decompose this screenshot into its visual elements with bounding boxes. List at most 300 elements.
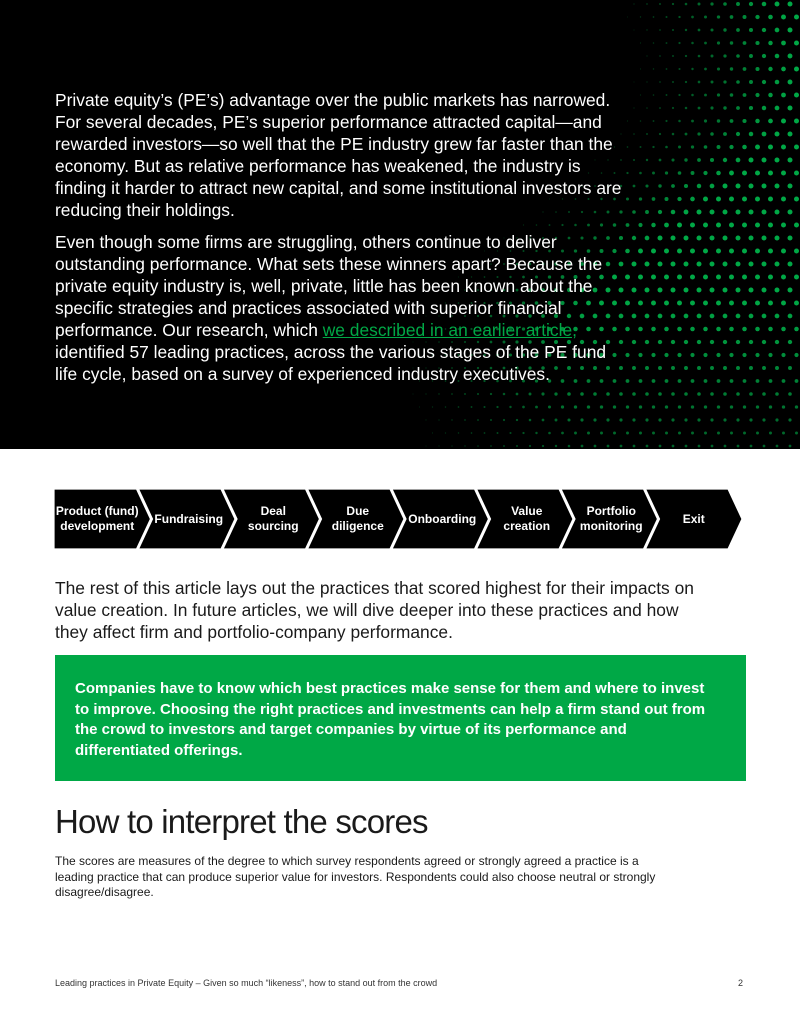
pattern-dot xyxy=(749,418,752,421)
pattern-dot xyxy=(665,171,668,174)
pattern-dot xyxy=(717,93,720,96)
pattern-dot xyxy=(755,145,760,150)
pattern-dot xyxy=(729,301,734,306)
pattern-dot xyxy=(716,197,721,202)
pattern-dot xyxy=(678,16,680,18)
pattern-dot xyxy=(685,133,688,136)
pattern-dot xyxy=(664,223,669,228)
pattern-dot xyxy=(626,223,630,227)
pattern-dot xyxy=(678,94,680,96)
pattern-dot xyxy=(690,197,695,202)
lifecycle-stage-label xyxy=(491,489,564,549)
pattern-dot xyxy=(755,197,760,202)
pattern-dot xyxy=(795,379,799,383)
pattern-dot xyxy=(711,81,714,84)
pattern-dot xyxy=(665,197,669,201)
pattern-dot xyxy=(659,445,662,448)
pattern-dot xyxy=(723,28,726,31)
pattern-dot xyxy=(684,288,689,293)
pattern-dot xyxy=(471,432,473,434)
pattern-dot xyxy=(762,106,766,110)
pattern-dot xyxy=(710,340,714,344)
pattern-dot xyxy=(627,146,629,148)
pattern-dot xyxy=(736,262,741,267)
pattern-dot xyxy=(645,366,649,370)
pattern-dot xyxy=(633,185,636,188)
pattern-dot xyxy=(742,197,747,202)
pattern-dot xyxy=(574,405,577,408)
pattern-dot xyxy=(658,184,661,187)
pattern-dot xyxy=(548,432,551,435)
pattern-dot xyxy=(645,288,650,293)
pattern-dot xyxy=(632,288,637,293)
pattern-dot xyxy=(685,107,688,110)
pattern-dot xyxy=(658,262,663,267)
pattern-dot xyxy=(749,340,753,344)
pattern-dot xyxy=(659,3,661,5)
pattern-dot xyxy=(710,392,714,396)
pattern-dot xyxy=(529,445,531,447)
pattern-dot xyxy=(477,445,479,447)
pattern-dot xyxy=(613,432,616,435)
pattern-dot xyxy=(509,406,511,408)
pattern-dot xyxy=(646,107,648,109)
pattern-dot xyxy=(775,236,780,241)
pattern-dot xyxy=(704,68,707,71)
pattern-dot xyxy=(659,81,661,83)
pattern-dot xyxy=(677,353,681,357)
pattern-dot xyxy=(633,29,634,30)
pattern-dot xyxy=(788,262,793,267)
pattern-dot xyxy=(646,159,648,161)
pattern-dot xyxy=(639,172,642,175)
pattern-dot xyxy=(548,405,551,408)
pattern-dot xyxy=(723,80,726,83)
pattern-dot xyxy=(775,106,780,111)
pattern-dot xyxy=(445,406,447,408)
pattern-dot xyxy=(587,432,590,435)
pattern-dot xyxy=(646,133,648,135)
pattern-dot xyxy=(723,366,727,370)
pattern-dot xyxy=(762,158,767,163)
pattern-dot xyxy=(568,445,571,448)
pattern-dot xyxy=(672,3,674,5)
pattern-dot xyxy=(671,418,674,421)
pattern-dot xyxy=(632,418,635,421)
pattern-dot xyxy=(775,132,780,137)
pattern-dot xyxy=(755,275,760,280)
pattern-dot xyxy=(736,418,739,421)
pattern-dot xyxy=(710,418,713,421)
pattern-dot xyxy=(782,432,785,435)
pattern-dot xyxy=(704,145,708,149)
pattern-dot xyxy=(749,28,753,32)
pattern-dot xyxy=(794,145,799,150)
pattern-dot xyxy=(736,80,740,84)
pattern-dot xyxy=(756,379,760,383)
intro-text xyxy=(55,90,625,397)
pattern-dot xyxy=(561,432,564,435)
pattern-dot xyxy=(640,68,641,69)
pattern-dot xyxy=(677,197,681,201)
pattern-dot xyxy=(671,158,674,161)
pattern-dot xyxy=(730,119,734,123)
pattern-dot xyxy=(730,15,734,19)
pattern-dot xyxy=(664,327,669,332)
pattern-dot xyxy=(691,379,695,383)
pattern-dot xyxy=(671,184,675,188)
pattern-dot xyxy=(762,80,766,84)
pattern-dot xyxy=(653,16,655,18)
pattern-dot xyxy=(730,432,733,435)
pattern-dot xyxy=(665,120,667,122)
pattern-dot xyxy=(646,81,647,82)
pattern-dot xyxy=(781,41,786,46)
pattern-dot xyxy=(684,262,689,267)
pattern-dot xyxy=(723,184,728,189)
pattern-dot xyxy=(742,119,746,123)
pattern-dot xyxy=(672,55,674,57)
pattern-dot xyxy=(503,419,505,421)
pattern-dot xyxy=(600,432,603,435)
pattern-dot xyxy=(684,340,688,344)
pattern-dot xyxy=(762,54,766,58)
pattern-dot xyxy=(678,405,681,408)
pattern-dot xyxy=(743,15,747,19)
pattern-dot xyxy=(684,210,689,215)
pattern-dot xyxy=(671,392,675,396)
pattern-dot xyxy=(794,15,799,20)
pattern-dot xyxy=(581,445,584,448)
pattern-dot xyxy=(659,107,661,109)
pattern-dot xyxy=(677,223,682,228)
pattern-dot xyxy=(743,41,747,45)
pattern-dot xyxy=(749,184,754,189)
pattern-dot xyxy=(652,405,655,408)
pattern-dot xyxy=(703,327,708,332)
pattern-dot xyxy=(698,3,701,6)
pattern-dot xyxy=(438,445,439,446)
pattern-dot xyxy=(788,418,791,421)
pattern-dot xyxy=(717,405,720,408)
pattern-dot xyxy=(781,249,786,254)
pattern-dot xyxy=(690,327,695,332)
pattern-dot xyxy=(658,314,663,319)
pattern-dot xyxy=(432,432,433,433)
pattern-dot xyxy=(762,2,767,7)
pattern-dot xyxy=(640,42,641,43)
pattern-dot xyxy=(755,171,760,176)
pattern-dot xyxy=(419,406,420,407)
pattern-dot xyxy=(619,418,622,421)
pattern-dot xyxy=(710,366,714,370)
pattern-dot xyxy=(789,445,792,448)
pattern-dot xyxy=(509,432,511,434)
pattern-dot xyxy=(794,353,798,357)
pattern-dot xyxy=(451,419,452,420)
pattern-dot xyxy=(775,184,780,189)
pattern-dot xyxy=(749,392,753,396)
pattern-dot xyxy=(723,418,726,421)
pattern-dot xyxy=(645,314,650,319)
pattern-dot xyxy=(627,16,628,17)
pattern-dot xyxy=(762,314,767,319)
lifecycle-stage-label xyxy=(406,489,479,549)
pattern-dot xyxy=(775,392,779,396)
pattern-dot xyxy=(640,120,642,122)
pattern-dot xyxy=(794,171,799,176)
lifecycle-stage-label xyxy=(322,489,395,549)
pattern-dot xyxy=(438,419,439,420)
pattern-dot xyxy=(743,432,746,435)
lifecycle-stage-label xyxy=(575,489,648,549)
pattern-dot xyxy=(613,405,616,408)
pattern-dot xyxy=(736,106,740,110)
pattern-dot xyxy=(743,67,747,71)
pattern-dot xyxy=(477,419,479,421)
pattern-dot xyxy=(691,145,694,148)
pattern-dot xyxy=(716,301,721,306)
pattern-dot xyxy=(697,132,700,135)
pattern-dot xyxy=(464,419,466,421)
pattern-dot xyxy=(717,432,720,435)
pattern-dot xyxy=(736,54,740,58)
pattern-dot xyxy=(691,171,695,175)
pattern-dot xyxy=(717,41,720,44)
pattern-dot xyxy=(742,249,747,254)
pattern-dot xyxy=(775,366,779,370)
pattern-dot xyxy=(768,223,773,228)
pattern-dot xyxy=(768,119,773,124)
pattern-dot xyxy=(776,445,779,448)
pattern-dot xyxy=(665,405,668,408)
pattern-dot xyxy=(788,366,792,370)
pattern-dot xyxy=(535,406,538,409)
pattern-dot xyxy=(755,353,759,357)
pattern-dot xyxy=(781,275,786,280)
pattern-dot xyxy=(762,340,766,344)
pattern-dot xyxy=(653,42,655,44)
pattern-dot xyxy=(659,133,661,135)
pattern-dot xyxy=(775,314,780,319)
pattern-dot xyxy=(646,55,647,56)
intro-paragraph-2-end: identified 57 leading practices, across the various stages of the PE fund life cycle, based on a survey of experienced industry executives. xyxy=(55,341,607,384)
pattern-dot xyxy=(666,42,668,44)
pattern-dot xyxy=(658,288,663,293)
pattern-dot xyxy=(471,406,473,408)
pattern-dot xyxy=(768,145,773,150)
callout-box xyxy=(55,655,746,781)
pattern-dot xyxy=(697,158,701,162)
pattern-dot xyxy=(671,314,676,319)
section-text: The scores are measures of the degree to which survey respondents agreed or strongly agreed a practice is a leading practice that can produce superior value for investors. Respondents could also choose neutral or strongly disagree/disagree. xyxy=(55,854,656,899)
pattern-dot xyxy=(781,93,786,98)
pattern-dot xyxy=(775,418,778,421)
pattern-dot xyxy=(717,15,720,18)
pattern-dot xyxy=(788,184,793,189)
pattern-dot xyxy=(685,29,687,31)
pattern-dot xyxy=(671,288,676,293)
pattern-dot xyxy=(665,432,668,435)
pattern-dot xyxy=(723,262,728,267)
pattern-dot xyxy=(781,197,786,202)
pattern-dot xyxy=(664,301,669,306)
pattern-dot xyxy=(652,379,656,383)
pattern-dot xyxy=(717,145,721,149)
pattern-dot xyxy=(555,445,557,447)
pattern-dot xyxy=(684,392,688,396)
pattern-dot xyxy=(762,132,767,137)
pattern-dot xyxy=(781,67,786,72)
pattern-dot xyxy=(717,67,720,70)
pattern-dot xyxy=(632,210,636,214)
pattern-dot xyxy=(736,132,740,136)
pattern-dot xyxy=(690,275,695,280)
pattern-dot xyxy=(671,210,676,215)
pattern-dot xyxy=(691,42,694,45)
pattern-dot xyxy=(458,406,460,408)
pattern-dot xyxy=(664,249,669,254)
intro-paragraph-1: Private equity’s (PE’s) advantage over the public markets has narrowed. For several decades, PE’s superior performance attracted capital—and rewarded investors—so well that the PE industry grew far faster than the economy. But as relative performance has weakened, the industry is finding it harder to attract new capital, and some institutional investors are reducing their holdings. xyxy=(55,90,622,220)
pattern-dot xyxy=(672,445,675,448)
pattern-dot xyxy=(749,236,754,241)
pattern-dot xyxy=(645,210,649,214)
pattern-dot xyxy=(762,28,766,32)
lifecycle-stage-text: Due xyxy=(346,504,370,518)
pattern-dot xyxy=(425,419,426,420)
pattern-dot xyxy=(788,210,793,215)
pattern-dot xyxy=(490,419,492,421)
pattern-dot xyxy=(716,275,721,280)
pattern-dot xyxy=(653,94,655,96)
pattern-dot xyxy=(743,405,746,408)
pattern-dot xyxy=(684,184,688,188)
pattern-dot xyxy=(762,262,767,267)
pattern-dot xyxy=(653,68,654,69)
pattern-dot xyxy=(672,81,674,83)
pattern-dot xyxy=(677,301,682,306)
pattern-dot xyxy=(704,432,707,435)
pattern-dot xyxy=(710,132,714,136)
pattern-dot xyxy=(729,249,734,254)
earlier-article-link[interactable]: we described in an earlier article, xyxy=(322,320,577,341)
pattern-dot xyxy=(632,236,636,240)
pattern-dot xyxy=(659,55,661,57)
lifecycle-stage-text: Value xyxy=(511,504,543,518)
pattern-dot xyxy=(703,171,707,175)
pattern-dot xyxy=(651,301,656,306)
pattern-dot xyxy=(710,210,715,215)
lifecycle-stage-text: Fundraising xyxy=(154,511,224,526)
pattern-dot xyxy=(640,16,641,17)
pattern-dot xyxy=(516,445,518,447)
pattern-dot xyxy=(762,210,767,215)
pattern-dot xyxy=(710,314,715,319)
pattern-dot xyxy=(704,405,707,408)
pattern-dot xyxy=(710,184,715,189)
pattern-dot xyxy=(711,445,714,448)
pattern-dot xyxy=(762,184,767,189)
pattern-dot xyxy=(697,418,700,421)
pattern-dot xyxy=(730,67,733,70)
pattern-dot xyxy=(664,353,668,357)
lifecycle-stage-label xyxy=(153,489,226,549)
pattern-dot xyxy=(768,93,772,97)
pattern-dot xyxy=(535,432,537,434)
pattern-dot xyxy=(723,106,726,109)
pattern-dot xyxy=(684,366,688,370)
pattern-dot xyxy=(639,405,642,408)
pattern-dot xyxy=(788,158,793,163)
pattern-dot xyxy=(781,327,786,332)
lifecycle-stage-text: Onboarding xyxy=(408,511,477,526)
pattern-dot xyxy=(794,119,799,124)
pattern-dot xyxy=(775,54,780,59)
pattern-dot xyxy=(710,236,715,241)
pattern-dot xyxy=(671,236,676,241)
pattern-dot xyxy=(788,80,793,85)
pattern-dot xyxy=(794,67,799,72)
pattern-dot xyxy=(691,94,694,97)
pattern-dot xyxy=(665,379,669,383)
pattern-dot xyxy=(652,432,655,435)
pattern-dot xyxy=(704,16,707,19)
callout-text: Companies have to know which best practices make sense for them and where to invest to improve. Choosing the right practices and investments can help a firm stand out from the crowd to investors and target companies by virtue of its performance and differentiated offerings. xyxy=(75,680,706,759)
pattern-dot xyxy=(781,301,786,306)
pattern-dot xyxy=(704,119,707,122)
pattern-dot xyxy=(788,132,793,137)
pattern-dot xyxy=(755,301,760,306)
pattern-dot xyxy=(742,223,747,228)
pattern-dot xyxy=(710,28,713,31)
pattern-dot xyxy=(762,392,766,396)
pattern-dot xyxy=(743,379,747,383)
pattern-dot xyxy=(666,94,668,96)
pattern-dot xyxy=(781,171,786,176)
pattern-dot xyxy=(742,353,746,357)
lifecycle-stage-label xyxy=(237,489,310,549)
pattern-dot xyxy=(795,432,798,435)
pattern-dot xyxy=(633,107,634,108)
pattern-dot xyxy=(677,275,682,280)
pattern-dot xyxy=(736,28,740,32)
pattern-dot xyxy=(640,94,641,95)
pattern-dot xyxy=(729,327,734,332)
pattern-dot xyxy=(710,2,713,5)
pattern-dot xyxy=(794,275,799,280)
pattern-dot xyxy=(711,55,714,58)
pattern-dot xyxy=(607,445,610,448)
pattern-dot xyxy=(716,249,721,254)
pattern-dot xyxy=(788,54,793,59)
pattern-dot xyxy=(768,301,773,306)
pattern-dot xyxy=(496,406,498,408)
pattern-dot xyxy=(638,223,642,227)
pattern-dot xyxy=(678,171,682,175)
pattern-dot xyxy=(638,353,642,357)
intro-paragraph-2 xyxy=(55,232,625,385)
footer-text: Leading practices in Private Equity – Given so much “likeness”, how to stand out from the crowd xyxy=(55,978,438,988)
pattern-dot xyxy=(555,419,558,422)
pattern-dot xyxy=(736,236,741,241)
pattern-dot xyxy=(522,406,525,409)
pattern-dot xyxy=(794,197,799,202)
pattern-dot xyxy=(593,418,596,421)
pattern-dot xyxy=(730,41,733,44)
pattern-dot xyxy=(788,340,792,344)
pattern-dot xyxy=(529,419,532,422)
pattern-dot xyxy=(768,171,773,176)
